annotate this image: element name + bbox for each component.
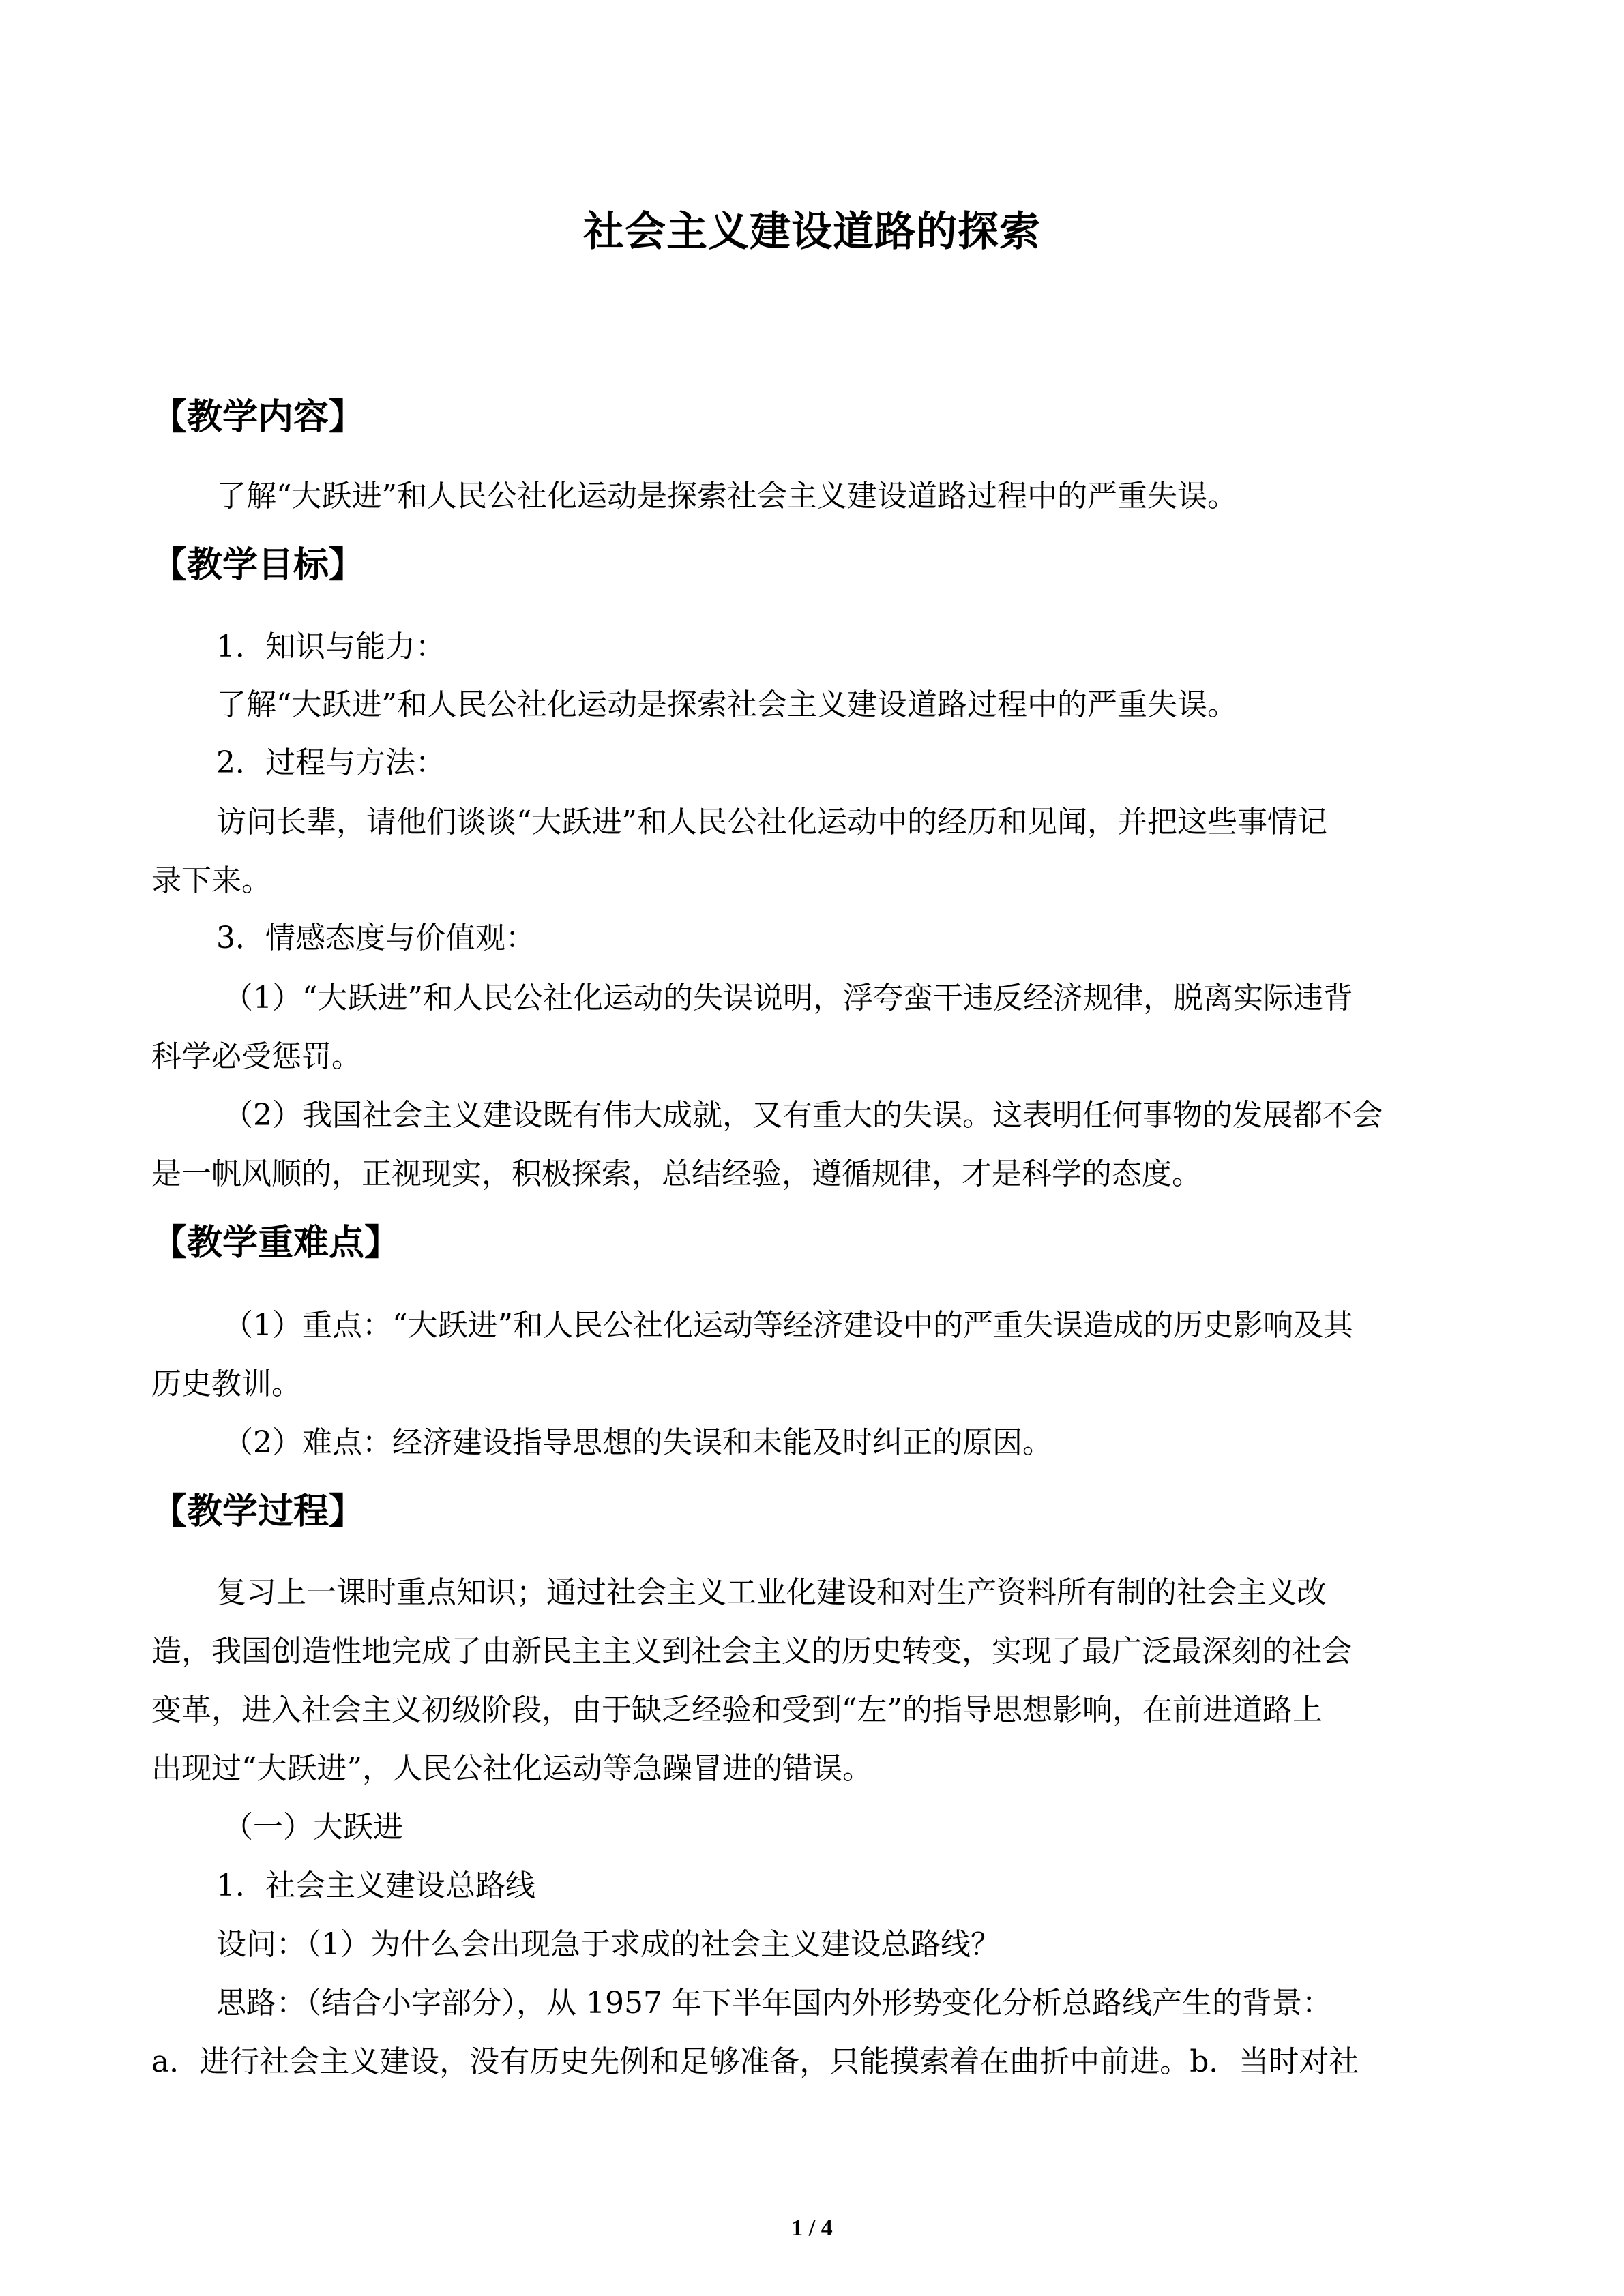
paragraph: 了解“大跃进”和人民公社化运动是探索社会主义建设道路过程中的严重失误。 [216,687,1237,722]
section-heading-process: 【教学过程】 [151,1491,365,1532]
paragraph: 访问长辈，请他们谈谈“大跃进”和人民公社化运动中的经历和见闻，并把这些事情记 [216,805,1327,839]
paragraph: （2）难点：经济建设指导思想的失误和未能及时纠正的原因。 [223,1425,1052,1460]
paragraph: 复习上一课时重点知识；通过社会主义工业化建设和对生产资料所有制的社会主义改 [216,1575,1327,1610]
paragraph: a．进行社会主义建设，没有历史先例和足够准备，只能摸索着在曲折中前进。b．当时对社 [151,2044,1359,2079]
page-number: 1 / 4 [791,2216,833,2241]
paragraph: 了解“大跃进”和人民公社化运动是探索社会主义建设道路过程中的严重失误。 [216,479,1237,513]
paragraph: 科学必受惩罚。 [151,1039,361,1074]
paragraph: 2．过程与方法： [216,745,445,780]
paragraph: 3．情感态度与价值观： [216,921,535,955]
section-heading-keypoints: 【教学重难点】 [151,1223,400,1264]
paragraph: 设问：（1）为什么会出现急于求成的社会主义建设总路线？ [216,1927,1001,1962]
paragraph: 录下来。 [151,863,271,898]
document-title: 社会主义建设道路的探索 [583,208,1041,256]
section-heading-content: 【教学内容】 [151,397,365,438]
paragraph: （一）大跃进 [223,1810,403,1845]
paragraph: 历史教训。 [151,1367,301,1401]
paragraph: 出现过“大跃进”，人民公社化运动等急躁冒进的错误。 [151,1751,872,1786]
paragraph: 思路：（结合小字部分），从 1957 年下半年国内外形势变化分析总路线产生的背景： [216,1986,1332,2021]
section-heading-goals: 【教学目标】 [151,545,365,586]
paragraph: 变革，进入社会主义初级阶段，由于缺乏经验和受到“左”的指导思想影响，在前进道路上 [151,1693,1323,1727]
paragraph: 1．社会主义建设总路线 [216,1868,535,1903]
paragraph: 是一帆风顺的，正视现实，积极探索，总结经验，遵循规律，才是科学的态度。 [151,1157,1202,1191]
paragraph: （1）重点：“大跃进”和人民公社化运动等经济建设中的严重失误造成的历史影响及其 [223,1308,1353,1343]
paragraph: 1．知识与能力： [216,629,445,664]
paragraph: 造，我国创造性地完成了由新民主主义到社会主义的历史转变，实现了最广泛最深刻的社会 [151,1634,1352,1669]
paragraph: （2）我国社会主义建设既有伟大成就，又有重大的失误。这表明任何事物的发展都不会 [223,1098,1383,1133]
paragraph: （1）“大跃进”和人民公社化运动的失误说明，浮夸蛮干违反经济规律，脱离实际违背 [223,981,1353,1015]
